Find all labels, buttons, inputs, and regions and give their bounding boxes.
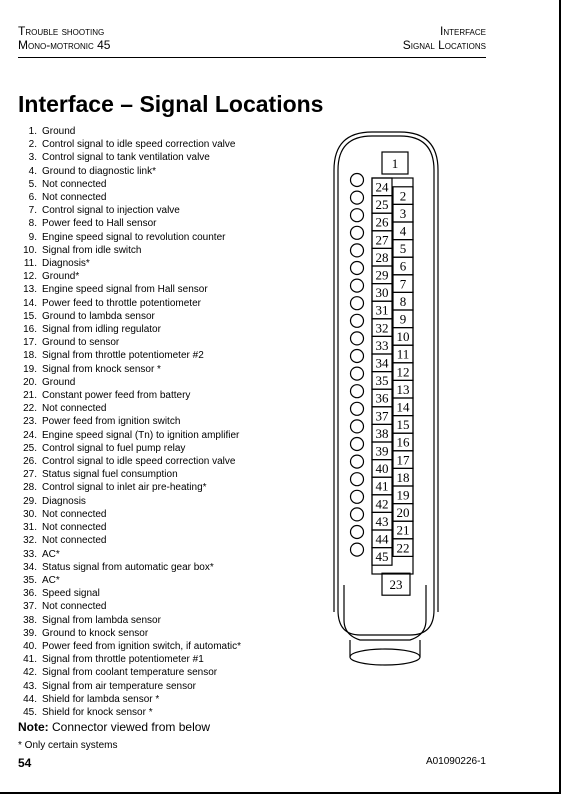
pin-number: 4.: [28, 165, 37, 177]
connector-hole: [351, 543, 364, 556]
pin-description: Control signal to idle speed correction valve: [42, 456, 236, 468]
pin-number: 39.: [23, 627, 37, 639]
pin-number: 32.: [23, 535, 37, 547]
footnote: * Only certain systems: [18, 740, 118, 751]
connector-hole: [351, 191, 364, 204]
pin-number: 21.: [23, 390, 37, 402]
figure-reference: A01090226-1: [425, 756, 486, 767]
pin-description: Status signal from automatic gear box*: [42, 561, 214, 573]
page-title: Interface – Signal Locations: [18, 91, 324, 117]
pin-description: Signal from knock sensor *: [42, 363, 161, 375]
pin-description: Control signal to injection valve: [42, 205, 180, 217]
pin-number: 22.: [23, 403, 37, 415]
pin-label: 2: [399, 188, 407, 204]
pin-list-item: [18, 402, 241, 415]
connector-hole: [351, 367, 364, 380]
pin-list-item: [18, 217, 241, 230]
pin-label: 30: [375, 285, 389, 301]
pin-label: 38: [375, 425, 389, 441]
pin-number: 5.: [28, 178, 37, 190]
pin-list-item: [18, 257, 241, 270]
pin-label: 35: [375, 373, 389, 389]
pin-number: 29.: [23, 495, 37, 507]
pin-description: Not connected: [42, 192, 107, 204]
pin-number: 26.: [23, 456, 37, 468]
section-title: Trouble shooting: [18, 24, 105, 38]
pin-list-item: [18, 178, 241, 191]
pin-description: Not connected: [42, 601, 107, 613]
pin-list-item: [18, 614, 241, 627]
pin-label: 12: [396, 364, 410, 380]
connector-hole: [351, 209, 364, 222]
chapter-title: Interface: [439, 24, 486, 38]
pin-list-item: [18, 415, 241, 428]
pin-list-item: [18, 429, 241, 442]
pin-label: 24: [375, 179, 389, 195]
topic-title: Signal Locations: [402, 38, 486, 52]
pin-number: 33.: [23, 548, 37, 560]
pin-list-item: [18, 151, 241, 164]
connector-hole: [351, 297, 364, 310]
pin-number: 9.: [28, 231, 37, 243]
pin-description: Ground to diagnostic link*: [42, 165, 156, 177]
pin-list-item: [18, 455, 241, 468]
pin-number: 30.: [23, 508, 37, 520]
pin-description: Not connected: [42, 508, 107, 520]
pin-description: Engine speed signal (Tn) to ignition amplifier: [42, 429, 240, 441]
pin-number: 11.: [23, 258, 37, 270]
pin-label: 26: [375, 214, 389, 230]
pin-number: 34.: [23, 561, 37, 573]
pin-label: 34: [375, 355, 389, 371]
pin-number: 27.: [23, 469, 37, 481]
pin-number: 3.: [28, 152, 37, 164]
pin-list-item: [18, 442, 241, 455]
pin-description: Signal from idling regulator: [42, 324, 161, 336]
pin-description: Signal from air temperature sensor: [42, 680, 196, 692]
pin-list: [18, 125, 241, 719]
pin-label: 10: [396, 329, 410, 345]
pin-label: 25: [375, 197, 389, 213]
pin-label: 28: [375, 249, 389, 265]
pin-list-item: [18, 521, 241, 534]
pin-number: 19.: [23, 363, 37, 375]
note-label: Note:: [18, 720, 49, 734]
pin-label: 41: [375, 478, 389, 494]
pin-number: 10.: [23, 244, 37, 256]
pin-label: 22: [396, 540, 410, 556]
connector-latch-ring: [350, 649, 420, 665]
pin-description: Power feed from ignition switch, if automatic*: [42, 640, 241, 652]
pin-description: Not connected: [42, 522, 107, 534]
pin-label: 32: [375, 320, 389, 336]
connector-hole: [351, 490, 364, 503]
pin-list-item: [18, 666, 241, 679]
pin-number: 40.: [23, 640, 37, 652]
pin-label: 42: [375, 496, 389, 512]
pin-description: Power feed to Hall sensor: [42, 218, 157, 230]
pin-description: Signal from coolant temperature sensor: [42, 667, 218, 679]
pin-description: Signal from throttle potentiometer #2: [42, 350, 204, 362]
pin-label: 43: [375, 513, 389, 529]
note: [18, 720, 210, 735]
pin-number: 20.: [23, 376, 37, 388]
pin-description: Ground to knock sensor: [42, 627, 149, 639]
pin-list-item: [18, 191, 241, 204]
pin-label: 20: [396, 505, 410, 521]
pin-number: 7.: [28, 205, 37, 217]
pin-description: Power feed to throttle potentiometer: [42, 297, 201, 309]
pin-description: Shield for knock sensor *: [42, 706, 153, 718]
pin-label: 37: [375, 408, 389, 424]
pin-label: 13: [396, 381, 410, 397]
pin-label: 7: [399, 276, 407, 292]
pin-description: Ground*: [42, 271, 80, 283]
connector-hole: [351, 473, 364, 486]
pin-label: 19: [396, 487, 410, 503]
pin-label: 27: [375, 232, 389, 248]
connector-hole: [351, 350, 364, 363]
pin-number: 23.: [23, 416, 37, 428]
pin-label: 9: [399, 311, 407, 327]
pin-number: 43.: [23, 680, 37, 692]
pin-description: Speed signal: [42, 588, 100, 600]
connector-hole: [351, 244, 364, 257]
note-text: Connector viewed from below: [48, 720, 211, 734]
pin-label: 33: [375, 337, 389, 353]
pin-list-item: [18, 323, 241, 336]
pin-number: 37.: [23, 601, 37, 613]
pin-label: 29: [375, 267, 389, 283]
pin-list-item: [18, 468, 241, 481]
pin-description: Engine speed signal to revolution counter: [42, 231, 226, 243]
pin-label: 14: [396, 399, 410, 415]
pin-description: Not connected: [42, 178, 107, 190]
pin-description: Diagnosis: [42, 495, 86, 507]
pin-list-item: [18, 389, 241, 402]
pin-number: 18.: [23, 350, 37, 362]
header-rule: [18, 57, 486, 58]
pin-description: Signal from throttle potentiometer #1: [42, 654, 204, 666]
pin-list-item: [18, 587, 241, 600]
pin-list-item: [18, 627, 241, 640]
pin-number: 44.: [23, 693, 37, 705]
pin-description: AC*: [42, 574, 60, 586]
pin-number: 2.: [28, 139, 37, 151]
pin-number: 1.: [28, 126, 37, 137]
pin-label: 6: [399, 258, 407, 274]
pin-description: AC*: [42, 548, 60, 560]
pin-label: 15: [396, 417, 410, 433]
pin-label: 44: [375, 531, 389, 547]
pin-number: 8.: [28, 218, 37, 230]
pin-label: 18: [396, 469, 410, 485]
pin-description: Ground: [42, 126, 76, 137]
connector-hole: [351, 526, 364, 539]
pin-list-item: [18, 138, 241, 151]
pin-description: Shield for lambda sensor *: [42, 693, 160, 705]
pin-list-item: [18, 297, 241, 310]
pin-description: Control signal to tank ventilation valve: [42, 152, 210, 164]
header-right: [403, 24, 486, 52]
pin-number: 35.: [23, 574, 37, 586]
pin-number: 45.: [23, 706, 37, 718]
pin-list-item: [18, 640, 241, 653]
pin-label: 23: [389, 577, 403, 593]
pin-list-item: [18, 574, 241, 587]
pin-number: 31.: [23, 522, 37, 534]
pin-label: 3: [399, 205, 407, 221]
pin-label: 21: [396, 522, 410, 538]
pin-number: 13.: [23, 284, 37, 296]
pin-number: 38.: [23, 614, 37, 626]
pin-list-item: [18, 481, 241, 494]
pin-label: 31: [375, 302, 389, 318]
pin-number: 14.: [23, 297, 37, 309]
pin-list-item: [18, 231, 241, 244]
pin-list-item: [18, 363, 241, 376]
pin-list-item: [18, 548, 241, 561]
connector-hole: [351, 508, 364, 521]
pin-label: 17: [396, 452, 410, 468]
connector-hole: [351, 174, 364, 187]
pin-description: Signal from idle switch: [42, 244, 142, 256]
pin-list-item: [18, 561, 241, 574]
pin-list-item: [18, 376, 241, 389]
pin-description: Ground to sensor: [42, 337, 120, 349]
pin-list-item: [18, 706, 241, 719]
pin-description: Status signal fuel consumption: [42, 469, 178, 481]
pin-description: Control signal to fuel pump relay: [42, 442, 186, 454]
pin-number: 17.: [23, 337, 37, 349]
pin-description: Engine speed signal from Hall sensor: [42, 284, 208, 296]
pin-label: 45: [375, 549, 389, 565]
connector-hole: [351, 314, 364, 327]
pin-list-item: [18, 349, 241, 362]
pin-number: 36.: [23, 588, 37, 600]
header-left: [18, 24, 110, 52]
pin-label: 1: [391, 156, 399, 171]
pin-list-item: [18, 680, 241, 693]
connector-hole: [351, 226, 364, 239]
pin-list-item: [18, 165, 241, 178]
pin-list-item: [18, 270, 241, 283]
page-number: 54: [18, 756, 32, 770]
pin-list-item: [18, 204, 241, 217]
pin-description: Ground to lambda sensor: [42, 310, 155, 322]
pin-description: Control signal to inlet air pre-heating*: [42, 482, 207, 494]
pin-number: 15.: [23, 310, 37, 322]
connector-hole: [351, 455, 364, 468]
pin-label: 39: [375, 443, 389, 459]
pin-list-item: [18, 534, 241, 547]
connector-latch: [344, 585, 426, 640]
connector-diagram: [330, 130, 440, 675]
pin-list-item: [18, 495, 241, 508]
pin-label: 4: [399, 223, 407, 239]
pin-description: Not connected: [42, 403, 107, 415]
pin-number: 41.: [23, 654, 37, 666]
pin-number: 24.: [23, 429, 37, 441]
pin-list-item: [18, 244, 241, 257]
pin-description: Control signal to idle speed correction valve: [42, 139, 236, 151]
system-name: Mono-motronic 45: [18, 38, 111, 52]
pin-label: 36: [375, 390, 389, 406]
pin-list-item: [18, 653, 241, 666]
pin-number: 16.: [23, 324, 37, 336]
pin-description: Power feed from ignition switch: [42, 416, 181, 428]
pin-list-item: [18, 125, 241, 138]
pin-description: Constant power feed from battery: [42, 390, 191, 402]
pin-list-item: [18, 336, 241, 349]
pin-label: 5: [399, 241, 407, 257]
pin-number: 42.: [23, 667, 37, 679]
pin-label: 16: [396, 434, 410, 450]
connector-hole: [351, 332, 364, 345]
pin-number: 6.: [28, 192, 37, 204]
pin-list-item: [18, 600, 241, 613]
pin-description: Signal from lambda sensor: [42, 614, 161, 626]
pin-description: Not connected: [42, 535, 107, 547]
connector-hole: [351, 385, 364, 398]
pin-number: 28.: [23, 482, 37, 494]
pin-list-item: [18, 283, 241, 296]
pin-list-item: [18, 310, 241, 323]
pin-number: 12.: [23, 271, 37, 283]
pin-list-item: [18, 508, 241, 521]
pin-list-item: [18, 693, 241, 706]
connector-hole: [351, 262, 364, 275]
pin-label: 11: [396, 346, 410, 362]
pin-description: Ground: [42, 376, 76, 388]
connector-hole: [351, 420, 364, 433]
pin-description: Diagnosis*: [42, 258, 90, 270]
connector-hole: [351, 402, 364, 415]
pin-number: 25.: [23, 442, 37, 454]
pin-label: 8: [399, 293, 407, 309]
connector-hole: [351, 438, 364, 451]
connector-hole: [351, 279, 364, 292]
pin-label: 40: [375, 461, 389, 477]
